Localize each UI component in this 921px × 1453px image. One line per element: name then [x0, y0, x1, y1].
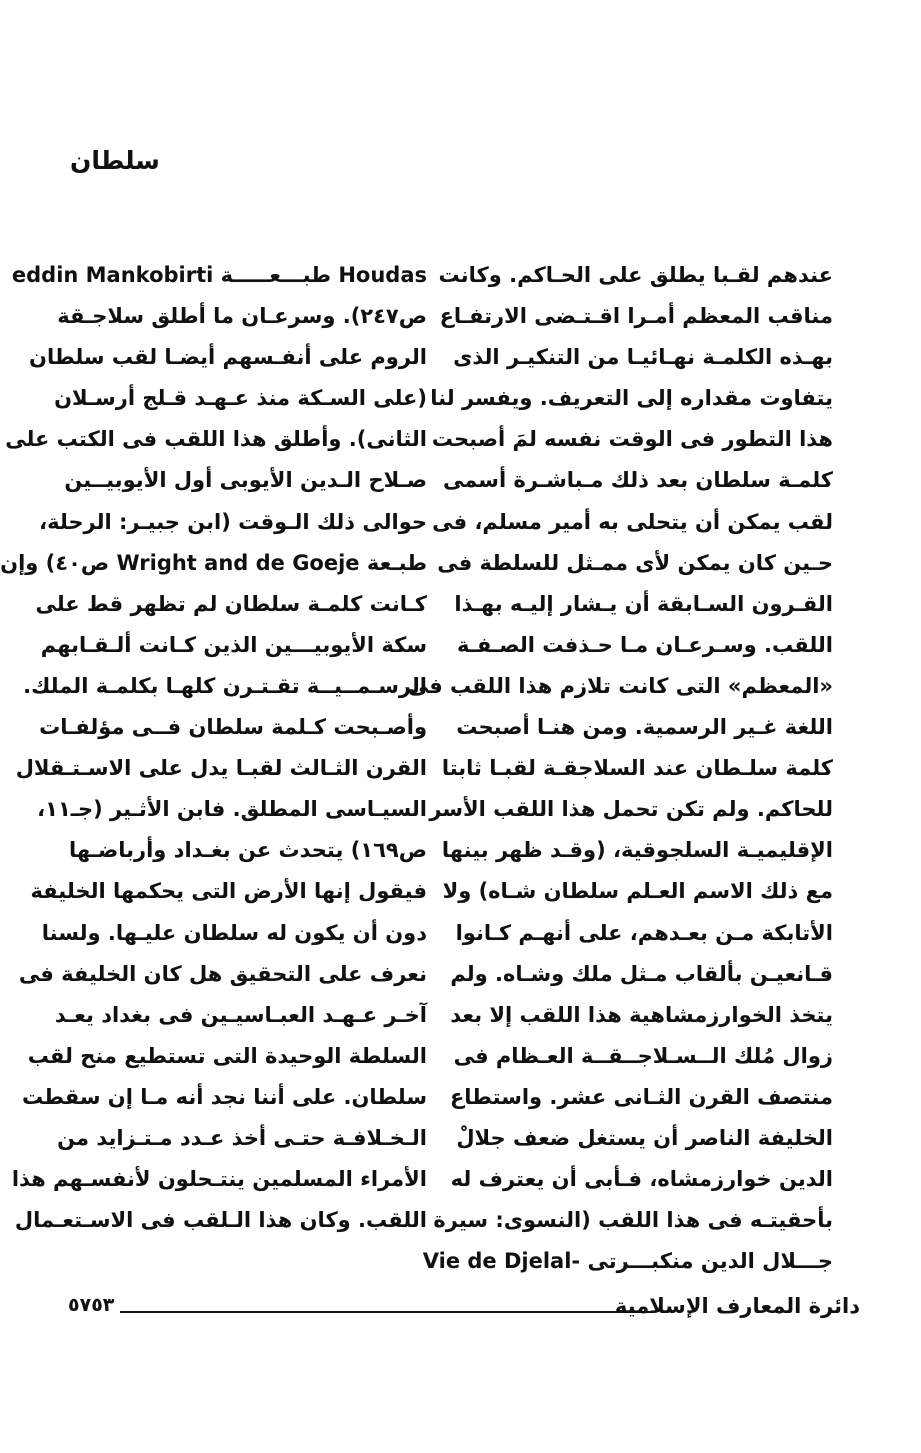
text-line: السيـاسى المطلق. فابن الأثـير (جـ١١،	[37, 797, 427, 822]
text-line: مناقب المعظم أمـرا اقـتـضى الارتفـاع	[439, 304, 833, 329]
text-line: ص١٦٩) يتحدث عن بغـداد وأرباضـها	[69, 838, 427, 863]
text-line: لقب يمكن أن يتحلى به أمير مسلم، فى	[432, 509, 833, 534]
journal-title: دائرة المعارف الإسلامية	[614, 1294, 860, 1318]
text-line: الدين خوارزمشاه، فـأبى أن يعترف له	[450, 1167, 833, 1192]
left-text-column	[0, 255, 427, 1241]
text-line: سكة الأيوبيـــين الذين كـانت ألـقـابهم	[40, 632, 427, 657]
page-footer	[60, 1290, 860, 1330]
text-line: حوالى ذلك الـوقت (ابن جبيـر: الرحلة،	[39, 509, 427, 534]
text-line: (على السـكة منذ عـهـد قـلج أرسـلان	[54, 386, 427, 411]
text-line: عندهم لقـبا يطلق على الحـاكم. وكانت	[438, 263, 833, 287]
text-line: كلمـة سلطان بعد ذلك مـباشـرة أسمى	[442, 468, 833, 493]
footer-divider	[120, 1311, 655, 1313]
text-line: حـين كان يمكن لأى ممـثل للسلطة فى	[437, 550, 833, 575]
text-line: منتصف القرن الثـانى عشر. واستطاع	[449, 1084, 833, 1109]
text-line: جـــلال الدين منكبـــرتى -Vie de Djelal	[422, 1249, 833, 1274]
text-line: القرن الثـالث لقبـا يدل على الاسـتـقلال	[15, 756, 427, 781]
text-line: الإقليميـة السلجوقية، (وقـد ظهر بينها	[441, 838, 833, 863]
text-line: سلطان. على أننا نجد أنه مـا إن سقطت	[22, 1084, 427, 1109]
text-line: للحاكم. ولم تكن تحمل هذا اللقب الأسر	[429, 797, 833, 822]
text-line: الأتابكة مـن بعـدهم، على أنهـم كـانوا	[455, 920, 833, 945]
text-line: الرسـمــيــة تقـتـرن كلهـا بكلمـة الملك.	[23, 673, 427, 698]
text-line: الخليفة الناصر أن يستغل ضعف جلالْ	[456, 1125, 833, 1150]
text-line: الثانى). وأطلق هذا اللقب فى الكتب على	[5, 427, 427, 452]
text-line: اللغة غـير الرسمية. ومن هنـا أصبحت	[456, 715, 833, 740]
text-line: الأمراء المسلمين ينتـحلون لأنفسـهم هذا	[11, 1167, 427, 1192]
text-line: فيقول إنها الأرض التى يحكمها الخليفة	[30, 879, 427, 904]
text-line: «المعظم» التى كانت تلازم هذا اللقب فى	[407, 673, 833, 698]
text-line: الـخـلافـة حتـى أخذ عـدد مـتـزايد من	[57, 1125, 427, 1150]
text-line: كلمة سلـطان عند السلاجقـة لقبـا ثابتا	[441, 756, 833, 781]
text-line: مع ذلك الاسم العـلم سلطان شـاه) ولا	[442, 879, 833, 904]
text-line: القـرون السـابقة أن يـشار إليـه بهـذا	[454, 591, 833, 616]
text-line: اللقب. وسـرعـان مـا حـذفت الصـفـة	[457, 632, 833, 657]
text-line: كـانت كلمـة سلطان لم تظهر قط على	[35, 591, 427, 616]
text-line: Houdas طبـــعـــــة eddin Mankobirti	[11, 263, 427, 287]
page-title: سلطان	[70, 146, 160, 175]
text-line: دون أن يكون له سلطان عليـها. ولسنا	[41, 920, 427, 945]
text-line: ص٢٤٧). وسرعـان ما أطلق سلاجـقة	[57, 304, 427, 329]
text-line: يتخذ الخوارزمشاهية هذا اللقب إلا بعد	[450, 1002, 833, 1027]
text-line: بهـذه الكلمـة نهـائيـا من التنكيـر الذى	[453, 345, 833, 370]
text-line: آخـر عـهـد العبـاسيـين فى بغداد يعـد	[54, 1002, 427, 1027]
text-line: يتفاوت مقداره إلى التعريف. ويفسر لنا	[430, 386, 833, 411]
text-line: قـانعيـن بألقاب مـثل ملك وشـاه. ولم	[450, 961, 833, 986]
text-line: السلطة الوحيدة التى تستطيع منح لقب	[27, 1043, 427, 1068]
text-line: بأحقيتـه فى هذا اللقب (النسوى: سيرة	[433, 1208, 833, 1233]
right-text-column	[407, 255, 833, 1282]
text-line: زوال مُلك الــسـلاجــقــة العـظام فى	[453, 1043, 833, 1068]
text-line: طبـعة Wright and de Goeje ص٤٠) وإن	[0, 550, 427, 575]
text-line: الروم على أنفـسهم أيضـا لقب سلطان	[29, 345, 427, 370]
text-line: نعرف على التحقيق هل كان الخليفة فى	[18, 961, 427, 986]
text-line: صـلاح الـدين الأيوبى أول الأيوبيــين	[64, 468, 427, 493]
text-line: وأصـبحت كـلمة سلطان فــى مؤلفـات	[39, 715, 427, 740]
page-number: ٥٧٥٣	[68, 1294, 115, 1316]
text-line: اللقب. وكان هذا الـلقب فى الاسـتعـمال	[14, 1208, 427, 1233]
text-line: هذا التطور فى الوقت نفسه لمَ أصبحت	[431, 427, 833, 452]
